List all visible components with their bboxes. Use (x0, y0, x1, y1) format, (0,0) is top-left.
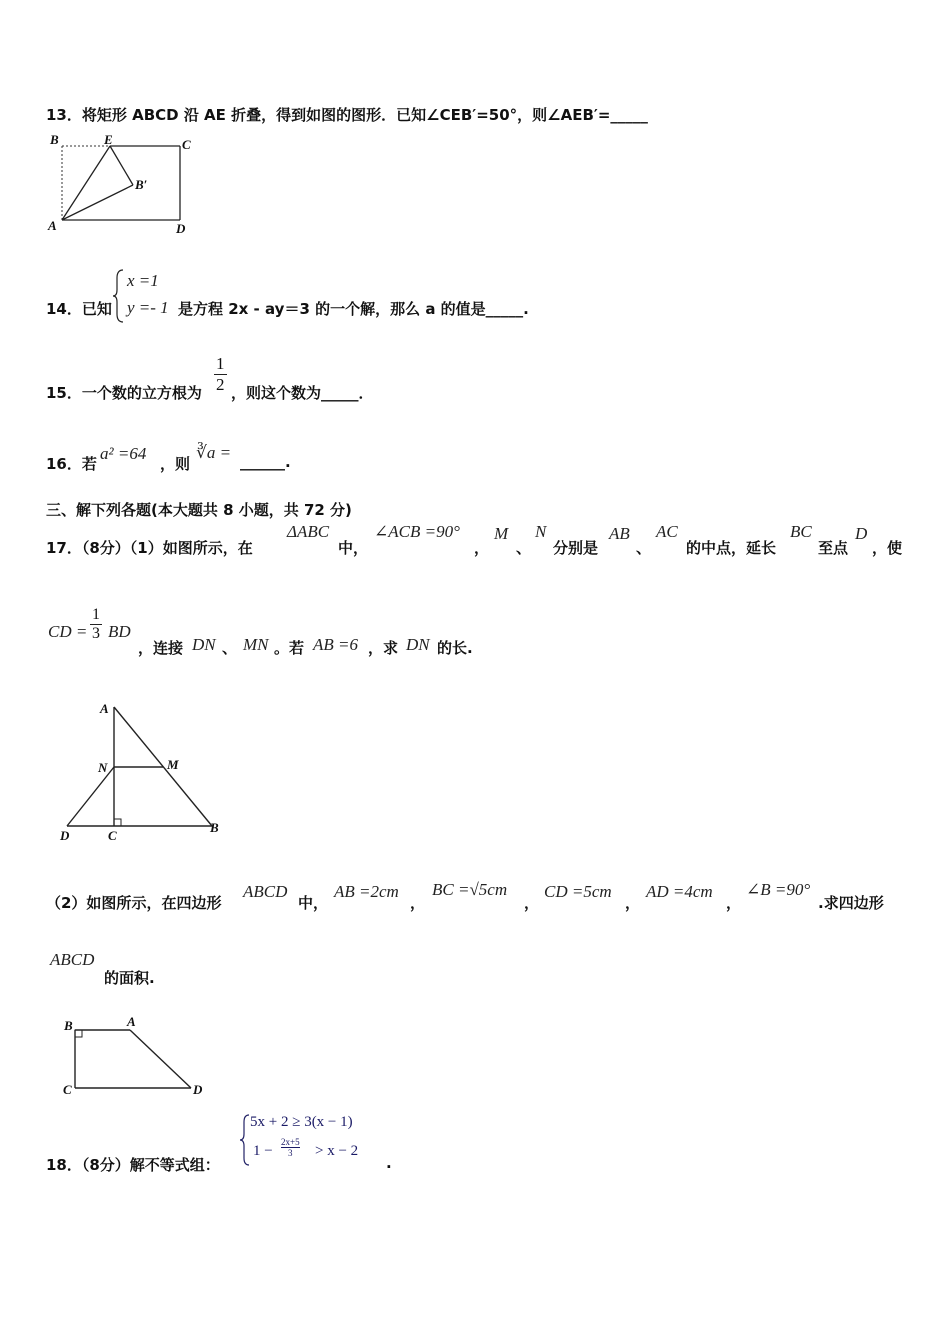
q18-ineq1: 5x + 2 ≥ 3(x − 1) (250, 1114, 353, 1130)
q13-eb (110, 146, 133, 185)
q13-label-e: E (104, 132, 113, 147)
q16-suffix: ______. (240, 453, 291, 471)
fig1-label-m: M (167, 757, 179, 772)
q16-mid: ，则 (160, 455, 191, 473)
fig2-label-c: C (63, 1082, 72, 1097)
q13-label-b: B (50, 132, 59, 147)
fig1-dn (67, 767, 114, 826)
q14-eq1: x =1 (127, 271, 159, 290)
q17-t9: ，使 (872, 539, 903, 557)
q17-l4-t1: 的面积. (104, 969, 155, 987)
q15-suffix: ，则这个数为_____． (231, 384, 374, 402)
q13-label-c: C (182, 137, 191, 152)
q17-bd: BD (108, 622, 131, 641)
q13-ae (62, 146, 110, 220)
q17-p2-m4: CD =5cm (544, 882, 612, 901)
q15-den: 2 (216, 375, 225, 394)
q17-m8: D (855, 524, 868, 543)
q15-prefix: 15．一个数的立方根为 (46, 384, 202, 402)
q17-t2: 中， (338, 539, 369, 557)
q16-expr2: ∛a = (196, 443, 232, 462)
fig2-label-d: D (193, 1082, 203, 1097)
q14-prefix: 14．已知 (46, 300, 112, 318)
q15-num: 1 (216, 354, 225, 373)
q17-l2-t2: 、 (222, 639, 238, 657)
q17-ab: AB =6 (313, 635, 358, 654)
q17-fraction (90, 606, 102, 643)
fig2-label-a: A (127, 1014, 136, 1029)
q17-l2-t4: ，求 (368, 639, 399, 657)
q17-p2-t6: ， (726, 894, 742, 912)
q17-cd: CD = (48, 622, 88, 641)
q17-t4: 、 (516, 539, 532, 557)
q18-ineq2-num: 2x+5 (281, 1137, 300, 1147)
fig1-label-c: C (108, 828, 117, 843)
q17-p2-t1: （2）如图所示，在四边形 (46, 894, 222, 912)
q17-quadrilateral-figure (58, 1012, 213, 1102)
q17-t8: 至点 (818, 539, 849, 557)
q17-mn: MN (243, 635, 269, 654)
q17-m4: N (535, 522, 547, 541)
fig2-right-angle (75, 1030, 82, 1037)
q17-t6: 、 (636, 539, 652, 557)
q17-p2-t7: .求四边形 (818, 894, 884, 912)
q17-m5: AB (609, 524, 630, 543)
fig1-label-b: B (210, 820, 219, 835)
q17-l2-t1: ，连接 (138, 639, 184, 657)
q17-l4-m1: ABCD (50, 950, 95, 969)
q17-t7: 的中点，延长 (686, 539, 777, 557)
section3-title: 三、解下列各题(本大题共 8 小题，共 72 分) (46, 501, 352, 519)
q17-p2-t3: ， (410, 894, 426, 912)
q17-p2-m5: AD =4cm (646, 882, 713, 901)
q17-p2-m6: ∠B =90° (746, 880, 811, 899)
q18-ineq2b: > x − 2 (315, 1143, 359, 1159)
q18-ineq2a: 1 − (253, 1143, 273, 1159)
q17-num: 1 (92, 606, 100, 623)
q13-text: 13．将矩形 ABCD 沿 AE 折叠，得到如图的图形．已知∠CEB′=50°，则∠AEB′=_____ (46, 106, 648, 124)
q13-label-a: A (48, 218, 57, 233)
q17-p2-t4: ， (524, 894, 540, 912)
q17-l2-t5: 的长. (437, 639, 473, 657)
fig1-label-d: D (60, 828, 70, 843)
q13-label-d: D (176, 221, 186, 236)
q15-fraction (214, 354, 227, 395)
q14-suffix: 是方程 2x - ay＝3 的一个解，那么 a 的值是_____. (178, 300, 529, 318)
q18-prefix: 18．（8分）解不等式组： (46, 1156, 220, 1174)
q17-m3: M (494, 524, 509, 543)
q17-p2-t2: 中， (298, 894, 329, 912)
q13-label-bp: B′ (135, 177, 148, 192)
q13-figure (40, 128, 210, 238)
q17-m2: ∠ACB =90° (374, 522, 460, 541)
q14-brace (112, 268, 126, 324)
q17-t1: 17．（8分）（1）如图所示，在 (46, 539, 253, 557)
q17-m6: AC (656, 522, 678, 541)
q17-t3: ， (474, 539, 490, 557)
q18-ineq2-frac (281, 1137, 300, 1158)
q17-dn: DN (192, 635, 216, 654)
fig1-label-n: N (98, 760, 108, 775)
q14-eq2: y =- 1 (127, 298, 169, 317)
fig2-label-b: B (64, 1018, 73, 1033)
q18-ineq2-den: 3 (281, 1147, 300, 1158)
q17-t5: 分别是 (553, 539, 599, 557)
q17-m1: ΔABC (287, 522, 330, 541)
q17-p2-m1: ABCD (243, 882, 288, 901)
q17-p2-m3: BC =√5cm (432, 880, 508, 899)
q17-dn2: DN (406, 635, 430, 654)
fig2-ad (130, 1030, 191, 1088)
q16-prefix: 16．若 (46, 455, 97, 473)
q17-triangle-figure (55, 695, 230, 850)
fig1-label-a: A (100, 701, 109, 716)
q18-suffix: . (386, 1154, 392, 1172)
q17-l2-t3: 。若 (274, 639, 305, 657)
q17-p2-t5: ， (625, 894, 641, 912)
q17-den: 3 (92, 625, 100, 642)
q16-expr1: a² =64 (100, 444, 147, 463)
fig1-right-angle (114, 819, 121, 826)
q17-m7: BC (790, 522, 812, 541)
q17-p2-m2: AB =2cm (334, 882, 399, 901)
